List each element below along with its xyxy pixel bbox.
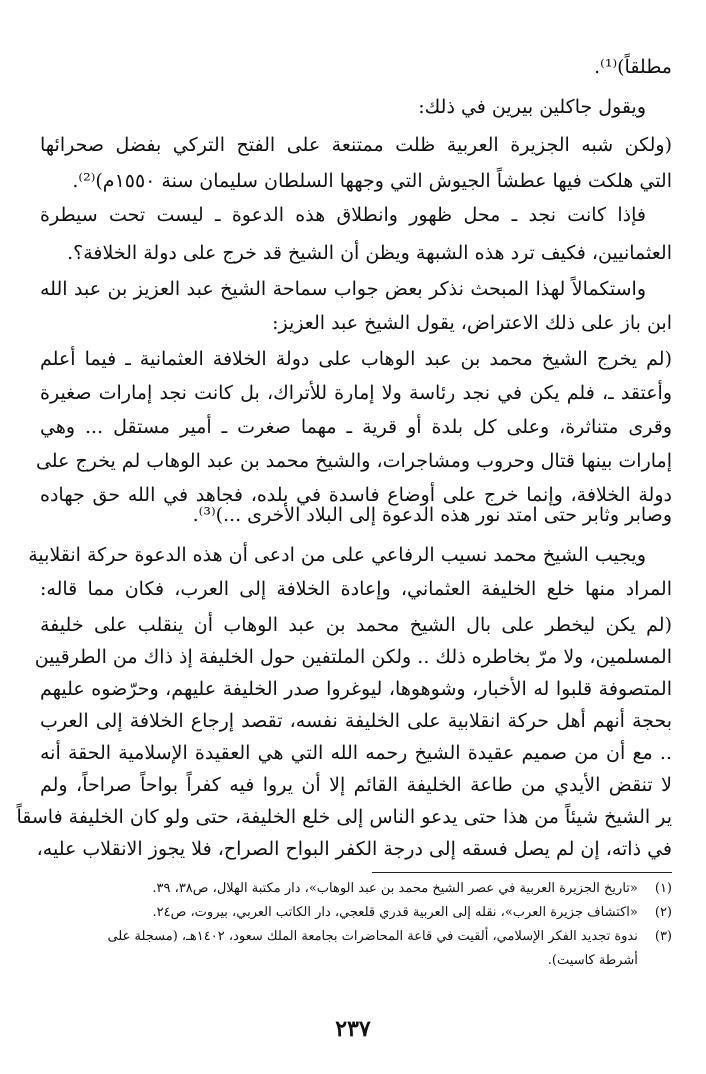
text-line-1: مطلقاً)⁽¹⁾.	[594, 56, 672, 78]
text-line-13: دولة الخلافة، وإنما خرج على أوضاع فاسدة في بلده، فجاهد في الله حق جهاده	[40, 484, 672, 506]
footnote-1	[40, 878, 672, 900]
text-line-14: وصابر وثابر حتى امتد نور هذه الدعوة إلى البلاد الأخرى ...)⁽³⁾.	[192, 504, 672, 526]
text-line-24: في ذاته، إن لم يصل فسقه إلى درجة الكفر البواح الصراح، فلا يجوز الانقلاب عليه،	[36, 838, 672, 860]
footnote-3-continuation	[40, 950, 672, 972]
footnote-1-text: «تاريخ الجزيرة العربية في عصر الشيخ محمد بن عبد الوهاب»، دار مكتبة الهلال، ص٣٨، ٣٩.	[152, 881, 638, 896]
footnote-2-number: (٢)	[654, 905, 672, 920]
footnote-1-number: (١)	[654, 881, 672, 896]
text-line-7: واستكمالاً لهذا المبحث نذكر بعض جواب سماحة الشيخ عبد العزيز بن عبد الله	[40, 278, 646, 300]
text-line-23: ير الشيخ شيئاً من هذا حتى يدعو الناس إلى خلع الخليفة، حتى ولو كان الخليفة فاسقاً	[16, 806, 672, 828]
footnote-separator	[372, 872, 672, 873]
page-number: ٢٣٧	[335, 1016, 371, 1042]
text-line-4: التي هلكت فيها عطشاً الجيوش التي وجهها السلطان سليمان سنة ١٥٥٠م)⁽²⁾.	[72, 170, 672, 192]
text-line-12: إمارات بينها قتال وحروب ومشاجرات، والشيخ محمد بن عبد الوهاب لم يخرج على	[35, 450, 672, 472]
text-line-6: العثمانيين، فكيف ترد هذه الشبهة ويظن أن الشيخ قد خرج على دولة الخلافة؟.	[67, 242, 672, 264]
footnote-3-text: ندوة تجديد الفكر الإسلامي، ألقيت في قاعة المحاضرات بجامعة الملك سعود، ١٤٠٢هـ، (مسجلة على	[107, 929, 638, 944]
text-line-22: لا تنقض الأيدي من طاعة الخليفة القائم إلا أن يروا فيه كفراً بواحاً صراحاً، ولم	[40, 774, 672, 796]
text-line-10: وأعتقد ـ، فلم يكن في نجد رئاسة ولا إمارة للأتراك، بل كانت نجد إمارات صغيرة	[40, 382, 672, 404]
footnote-2	[40, 902, 672, 924]
footnote-3-continuation-text: أشرطة كاسيت).	[547, 953, 638, 968]
text-line-21: .. مع أن من صميم عقيدة الشيخ رحمه الله التي هي العقيدة الإسلامية الحقة أنه	[40, 742, 672, 764]
text-line-19: المتصوفة قلبوا له الأخبار، وشوهوها، ليوغروا صدر الخليفة عليهم، وحرّضوه عليهم	[40, 678, 672, 700]
footnote-2-text: «اكتشاف جزيرة العرب»، نقله إلى العربية قدري قلعجي، دار الكاتب العربي، بيروت، ص٢٤.	[152, 905, 638, 920]
text-line-20: بحجة أنهم أهل حركة انقلابية على الخليفة نفسه، تقصد إرجاع الخلافة إلى العرب	[40, 710, 672, 732]
footnote-3-number: (٣)	[654, 929, 672, 944]
text-line-5: فإذا كانت نجد ـ محل ظهور وانطلاق هذه الدعوة ـ ليست تحت سيطرة	[40, 204, 646, 226]
text-line-8: ابن باز على ذلك الاعتراض، يقول الشيخ عبد العزيز:	[272, 312, 672, 334]
text-line-11: وقرى متناثرة، وعلى كل بلدة أو قرية ـ مهما صغرت ـ أمير مستقل ... وهي	[40, 416, 672, 438]
text-line-17: (لم يكن ليخطر على بال الشيخ محمد بن عبد الوهاب أن ينقلب على خليفة	[40, 614, 672, 636]
text-line-9: (لم يخرج الشيخ محمد بن عبد الوهاب على دولة الخلافة العثمانية ـ فيما أعلم	[40, 348, 672, 370]
footnote-3	[40, 926, 672, 948]
text-line-16: المراد منها خلع الخليفة العثماني، وإعادة الخلافة إلى العرب، فكان مما قاله:	[40, 578, 672, 600]
text-line-18: المسلمين، ولا مرّ بخاطره ذلك .. ولكن الملتفين حول الخليفة إذ ذاك من الطرقيين	[34, 646, 672, 668]
text-line-2: ويقول جاكلين بيرين في ذلك:	[418, 96, 646, 118]
text-line-3: (ولكن شبه الجزيرة العربية ظلت ممتنعة على الفتح التركي بفضل صحرائها	[40, 134, 672, 156]
text-line-15: ويجيب الشيخ محمد نسيب الرفاعي على من ادعى أن هذه الدعوة حركة انقلابية	[28, 544, 646, 566]
